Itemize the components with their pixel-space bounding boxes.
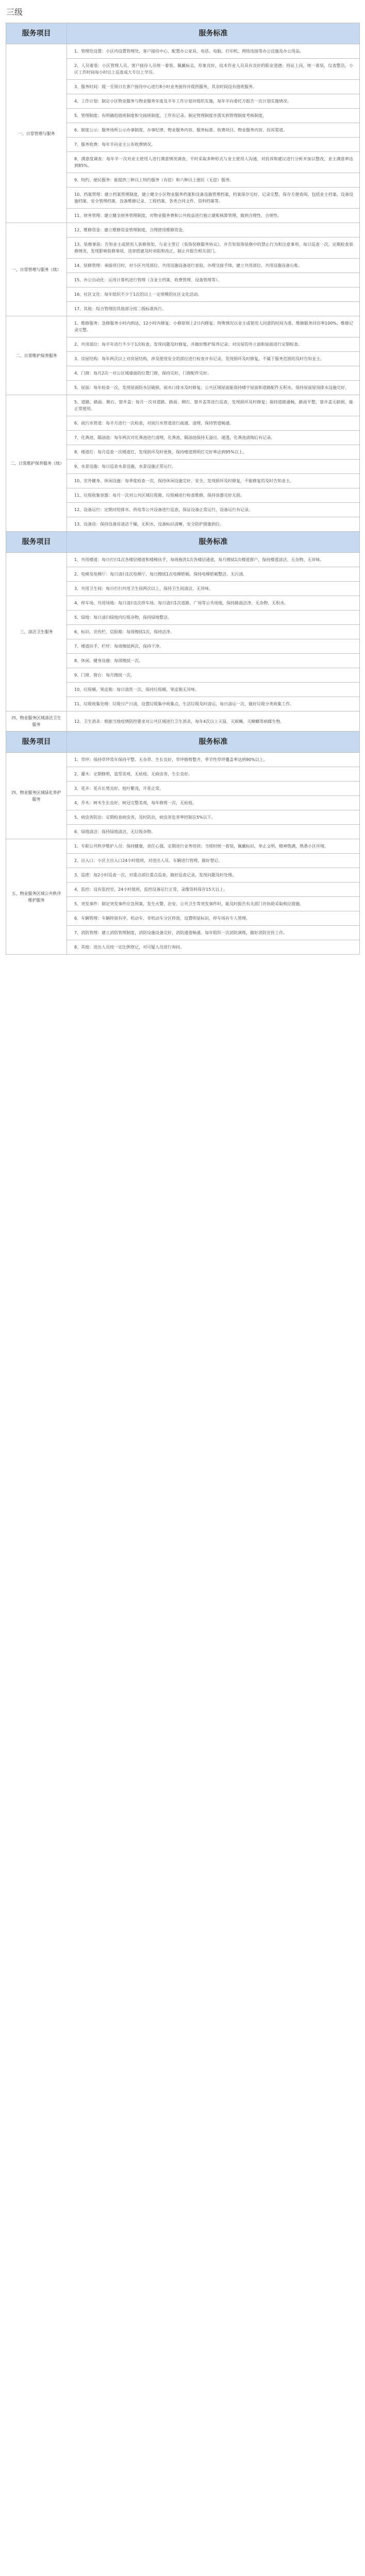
service-standard-item: 5、道路、路面、侧石、窨井盖：每月一次对道路、路面、侧石、窨井盖等进行巡查，发现损坏及时修复；保持道路通畅，路面平整，窨井盖无缺损，能正常使用。: [67, 395, 360, 416]
service-standard-item: 12、设备运行：定期对给排水、供电等公共设备进行巡查，保证设备正常运行，设备运行有记录。: [67, 503, 360, 517]
service-standard-item: 4、工作计划：制定小区物业服务与物业服务年度及半年工作计划并组织实施，每年半向委托方报告一次计划实施情况。: [67, 94, 360, 109]
service-category: 二、日常维护保养服务（续）: [6, 395, 67, 532]
service-category: 四、物业服务区域清洁卫生服务: [6, 711, 67, 732]
service-standard-item: 2、人员着装：小区管理人员、客户接待人员统一着装，佩戴标志，形象良好，技术作业人员具有良好的职业道德；持证上岗，统一着装，仪表整洁，小区工作时间每小时以上巡查或大专以上学历。: [67, 59, 360, 80]
table-row: [6, 553, 360, 567]
table-row: [6, 395, 360, 416]
service-standard-table: [6, 531, 360, 732]
service-standard-item: 9、特约、便民服务：能提供三种以上特约服务（有偿）和六种以上便民（无偿）服务。: [67, 173, 360, 188]
table-row: [6, 711, 360, 732]
service-standard-item: 8、休闲、健身设施：每周擦拭一次。: [67, 654, 360, 668]
header-service-item: 服务项目: [6, 23, 67, 44]
service-standard-item: 2、灌木：定期修剪，造型美观，无枯枝、无病虫害，生长良好。: [67, 767, 360, 782]
header-service-standard: 服务标准: [67, 732, 360, 753]
service-standard-item: 1、管理处设置：小区内设置管理处、客户接待中心，配置办公家具、电话、电脑、打印机、网络连接等办公设施及办公用品。: [67, 44, 360, 59]
table-row: [6, 753, 360, 767]
service-standard-item: 6、车辆管理：车辆停放有序，机动车、非机动车分区停放，设置明显标识，停车场有专人管理。: [67, 911, 360, 926]
service-standard-item: 4、停车场、共用场地：每日清扫1次停车场、每日清扫1次道路、广场等公共场地，保持路面洁净、无杂物、无积水。: [67, 596, 360, 611]
table-row: [6, 223, 360, 238]
service-standard-item: 10、档案管理：建立档案管理制度，建立健全小区物业服务档案和设备设施管理档案，档案保存完好，记录完整，保存方便查阅，包括业主档案、设备设施档案、安全管理档案、设备维修记录、工程档案、各类合同文件、资料档案等。: [67, 188, 360, 209]
service-standard-item: 3、共用卫生间：每日打扫共用卫生间两次以上，保持卫生间清洁、无异味。: [67, 582, 360, 596]
service-category: 三、清洁卫生服务: [6, 553, 67, 711]
service-standard-item: 13、装修事前：告知业主或使用人装修须知，与业主签订《装饰装修服务协议》，并告知装饰装修中的禁止行为和注意事项，每日巡查一次，定期检查装修情况，发现影响装修事项、违章搭建及时劝阻和改正，制止并报告相关部门。: [67, 238, 360, 259]
service-standard-item: 13、设备房：保持设备房清洁干燥，无积水，设备标识清晰，安全防护措施到位。: [67, 517, 360, 532]
service-standard-item: 1、草坪：保持草坪常年保持平整、无杂草、生长良好，草坪修剪整齐，季节性草坪覆盖率达到90%以上。: [67, 753, 360, 767]
service-category: 一、日常管理与服务（续）: [6, 223, 67, 316]
service-standard-item: 1、共用楼道：每日打扫1次各楼层楼道和楼梯扶手，每周拖洗1次各楼层通道，每月擦拭1次楼道窗户，保持楼道清洁、无杂物、无异味。: [67, 553, 360, 567]
service-standard-item: 2、电梯及电梯厅：每日清扫1次电梯厅，每日擦拭1次电梯轿厢，保持电梯轿厢整洁、无污渍。: [67, 567, 360, 582]
service-standard-item: 5、绿地：每日清扫绿地内垃圾杂物，保持绿地整洁。: [67, 611, 360, 625]
service-standard-item: 15、办公自动化：运用计算机进行管理（含业主档案、收费管理、设备管理等）。: [67, 273, 360, 287]
service-standard-item: 7、服务收费：每年半向业主公布收费情况。: [67, 138, 360, 152]
header-service-standard: 服务标准: [67, 23, 360, 44]
tables-container: [0, 23, 365, 955]
service-standard-item: 7、化粪池、隔油池：每年两次对化粪池进行清理，化粪池、隔油池保持无溢出、通透，化粪池清掏后有记录。: [67, 431, 360, 445]
service-standard-table: [6, 23, 360, 532]
service-standard-table: [6, 731, 360, 955]
header-service-item: 服务项目: [6, 732, 67, 753]
service-standard-item: 5、屋面：每年检查一次，发现屋面防水层破损，雨水口排水及时修复；公共区域屋面能保持楼宇屋面和道路配件无积水，保持屋面屋顶排水设施完好。: [67, 381, 360, 395]
service-standard-item: 2、共用部位：每半年进行不少于1次检查，发现问题及时修复，并做好维护保养记录；对房屋的外立面和屋面进行定期检查。: [67, 337, 360, 352]
service-standard-item: 4、监控：设有监控室，24小时值班，监控设备运行正常，录像资料保存15天以上。: [67, 883, 360, 897]
service-standard-item: 10、垃圾桶、果皮箱：每日清洗一次，保持垃圾桶、果皮箱无异味。: [67, 683, 360, 697]
table-header-row: [6, 23, 360, 44]
service-standard-item: 1、专职公共秩序维护人员：保持健康，责任心强，定期进行业务培训；当班时统一着装，佩戴标识，举止文明，精神饱满，熟悉小区环境。: [67, 839, 360, 854]
service-standard-item: 3、巡逻：每2小时巡查一次，对重点部位重点巡查，做好巡查记录，发现问题及时处理。: [67, 868, 360, 883]
table-header-row: [6, 532, 360, 553]
service-standard-item: 4、乔木：树木生长良好，树冠完整美观，每年修剪一次，无枯枝。: [67, 796, 360, 810]
service-standard-item: 11、垃圾收集容器：每月一次对公共区域垃圾箱、垃圾桶进行检查维修，保持容器完好无损。: [67, 488, 360, 503]
table-header-row: [6, 732, 360, 753]
service-level-label: 三级: [6, 7, 23, 17]
service-standard-item: 5、管理制度：有明确的值班制度和交接班制度，工作有记录。制定管理制度并落实到管理制度考核制度。: [67, 109, 360, 123]
header-service-standard: 服务标准: [67, 532, 360, 553]
service-category: 四、物业服务区域绿化养护服务: [6, 753, 67, 839]
service-standard-item: 6、标识、宣传栏、信报箱：每周擦拭1次，保持洁净。: [67, 625, 360, 639]
service-standard-item: 11、垃圾收集处理：垃圾日产日清，设置垃圾集中收集点，生活垃圾及时清运，每日清运一次，做好垃圾分类收集工作。: [67, 697, 360, 711]
service-standard-item: 3、服务时间：提一至周日在客户接待中心进行8小时业务接待并提供服务，其余时间设有值班服务。: [67, 80, 360, 94]
service-category: 二、日常维护保养服务: [6, 316, 67, 395]
service-standard-item: 4、门窗：每月2次一对公区域墙面的位置门窗，保持完好，门窗配件完好。: [67, 366, 360, 381]
service-standard-item: 2、出入口：小区主出入口24小时值班，对进出人员、车辆进行管理，做好登记。: [67, 854, 360, 868]
service-standard-item: 5、突发事件：制定突发事件应急预案，发生火警、治安、公共卫生等突发事件时，能及时报告有关部门并协助采取相应措施。: [67, 897, 360, 911]
service-standard-item: 8、其他：进出人员按一定比例登记，对可疑人员进行询问。: [67, 940, 360, 955]
service-standard-item: 17、其他：综合管理的其他部分按二级标准执行。: [67, 302, 360, 316]
service-standard-item: 14、装修管理：承接项目时，对小区共用部位、共用设施设备进行查验，办理交接手续，建立共用部位、共用设施设备台账。: [67, 259, 360, 273]
service-standard-item: 12、卫生消杀：根据当地疫情防控要求对公共区域进行卫生消杀，每年4次以上灭鼠、灭蚊蝇、灭蟑螂等病媒生物。: [67, 711, 360, 732]
service-standard-item: 6、制度公示：服务场所公示办事制度、办事纪律、物业服务内容、服务标准、收费项目、物业服务内容、投诉渠道。: [67, 123, 360, 138]
service-standard-item: 6、绿地清洁：保持绿地清洁，无垃圾杂物。: [67, 825, 360, 839]
service-standard-item: 9、水景设施：每日巡查水景设施，水景设施正常运行。: [67, 460, 360, 474]
table-row: [6, 44, 360, 59]
service-standard-item: 8、满意度调查：每年半一次对业主使用人进行满意情况调查，平时采取多种形式与业主使用人沟通，对投诉和建议进行分析并加以整改，业主满意率达到85%。: [67, 152, 360, 173]
service-standard-item: 10、室外健身、休闲设施：每季度检查一次，保持休闲设施完好、安全，发现损坏及时修复，不能修复的及时告知业主。: [67, 474, 360, 488]
header-service-item: 服务项目: [6, 532, 67, 553]
service-standard-item: 16、社区文化：每年组织不少于1次的以上一定规模的社区文化活动。: [67, 287, 360, 302]
service-category: 五、物业服务区域公共秩序维护服务: [6, 839, 67, 955]
service-standard-item: 12、维修资金：建立维修资金管理制度，合理使用维修资金。: [67, 223, 360, 238]
service-standard-item: 7、楼道扶手、栏杆：每周擦拭两次，保持干净。: [67, 639, 360, 654]
table-row: [6, 839, 360, 854]
service-standard-item: 11、财务管理：建立健全财务管理制度，对物业服务费和公共收益进行独立建账核算管理，做到合理性、合规性。: [67, 209, 360, 223]
service-standard-item: 6、雨污水管道：每半月进行一次检查，对雨污水管道进行疏通、清理，保持管道畅通。: [67, 416, 360, 431]
service-standard-item: 1、维修服务：急修服务小时内到达，12小时内修复；小修原则上2日内修复；特殊情况以业主或使用人同意的时间为准，维修服务回访率100%，维修记录完整。: [67, 316, 360, 337]
service-standard-item: 3、房屋结构：每年两次以上对房屋结构、涉及使用安全的部位进行检查并有记录，发现损坏及时修复，不属于服务范围的及时告知业主。: [67, 352, 360, 366]
service-standard-item: 7、消防管理：建立消防管理制度，消防设施设备完好，消防通道畅通。每年组织一次消防演练，做好消防宣传工作。: [67, 926, 360, 940]
service-standard-item: 3、花卉：花卉长势良好，枝叶繁茂，开花正常。: [67, 782, 360, 796]
table-row: [6, 316, 360, 337]
service-standard-item: 9、门窗、窗台：每月擦拭一次。: [67, 668, 360, 683]
service-category: 一、日常管理与服务: [6, 44, 67, 223]
service-standard-item: 5、病虫害防治：定期检查病虫害，及时防治，病虫害危害率控制在5%以下。: [67, 810, 360, 825]
service-standard-item: 8、楼道灯：每月巡查一次楼道灯，发现损坏及时更换，保持楼道照明灯完好率达到95%以上。: [67, 445, 360, 460]
